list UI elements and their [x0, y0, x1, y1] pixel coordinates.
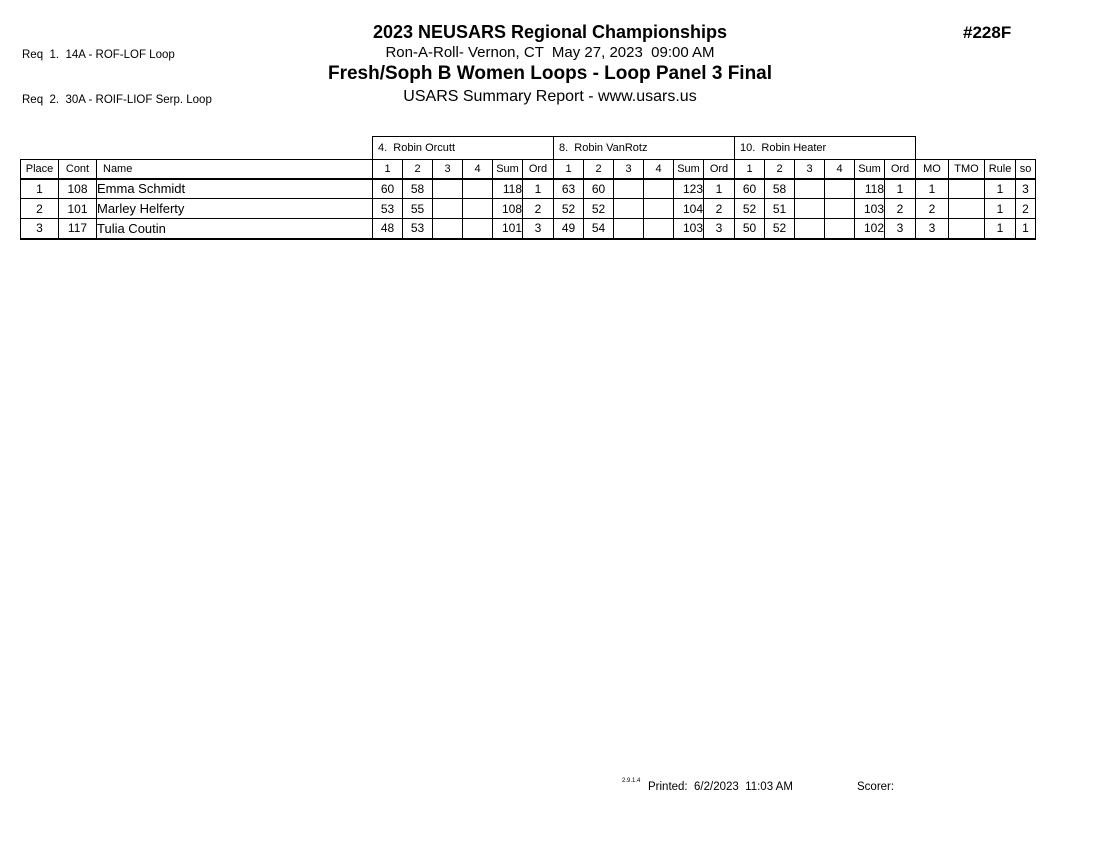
judge-row-spacer-left	[21, 137, 373, 160]
cell-j3-ord: 1	[885, 179, 916, 199]
requirement-line-1: Req 1. 14A - ROF-LOF Loop	[22, 49, 175, 61]
cell-j1-score3	[433, 219, 463, 239]
cell-j3-sum: 103	[855, 199, 885, 219]
cell-j1-ord: 1	[523, 179, 554, 199]
cell-tmo	[949, 199, 985, 219]
cell-place: 2	[21, 199, 59, 219]
cell-j2-score3	[614, 199, 644, 219]
cell-j3-score1: 52	[735, 199, 765, 219]
judge-header-row	[21, 137, 1036, 160]
cell-j1-sum: 108	[493, 199, 523, 219]
cell-j2-sum: 103	[674, 219, 704, 239]
col-header-tmo: TMO	[949, 160, 985, 179]
cell-j3-sum: 118	[855, 179, 885, 199]
table-row	[21, 179, 1036, 199]
cell-j3-score2: 51	[765, 199, 795, 219]
cell-cont: 108	[59, 179, 97, 199]
col-header-j2-score4: 4	[644, 160, 674, 179]
cell-j1-score1: 60	[373, 179, 403, 199]
cell-name: Tulia Coutin	[97, 219, 373, 239]
col-header-so: so	[1016, 160, 1036, 179]
col-header-mo: MO	[916, 160, 949, 179]
cell-j3-ord: 3	[885, 219, 916, 239]
col-header-j1-score4: 4	[463, 160, 493, 179]
cell-j2-score1: 49	[554, 219, 584, 239]
cell-so: 3	[1016, 179, 1036, 199]
cell-j1-score3	[433, 199, 463, 219]
col-header-j2-sum: Sum	[674, 160, 704, 179]
col-header-rule: Rule	[985, 160, 1016, 179]
cell-j3-sum: 102	[855, 219, 885, 239]
cell-j3-score3	[795, 199, 825, 219]
cell-j1-score2: 53	[403, 219, 433, 239]
cell-j2-score4	[644, 199, 674, 219]
col-header-j3-score3: 3	[795, 160, 825, 179]
cell-j2-score4	[644, 179, 674, 199]
cell-so: 2	[1016, 199, 1036, 219]
cell-j3-score3	[795, 179, 825, 199]
cell-name: Marley Helferty	[97, 199, 373, 219]
col-header-place: Place	[21, 160, 59, 179]
cell-tmo	[949, 179, 985, 199]
cell-j1-ord: 3	[523, 219, 554, 239]
cell-j1-sum: 101	[493, 219, 523, 239]
cell-mo: 3	[916, 219, 949, 239]
cell-name: Emma Schmidt	[97, 179, 373, 199]
cell-j2-score4	[644, 219, 674, 239]
cell-j1-score3	[433, 179, 463, 199]
event-number: #228F	[963, 23, 1012, 42]
table-row	[21, 199, 1036, 219]
judge-name-3: 10. Robin Heater	[735, 137, 916, 160]
col-header-j2-score2: 2	[584, 160, 614, 179]
cell-cont: 101	[59, 199, 97, 219]
cell-rule: 1	[985, 179, 1016, 199]
cell-j2-score2: 60	[584, 179, 614, 199]
cell-j2-score3	[614, 179, 644, 199]
col-header-j2-score1: 1	[554, 160, 584, 179]
scorer-label: Scorer:	[857, 781, 895, 793]
col-header-cont: Cont	[59, 160, 97, 179]
report-subtitle: USARS Summary Report - www.usars.us	[403, 88, 697, 105]
cell-place: 1	[21, 179, 59, 199]
cell-j3-score4	[825, 179, 855, 199]
title-block	[0, 22, 1100, 107]
venue-date-line: Ron-A-Roll- Vernon, CT May 27, 2023 09:00 AM	[385, 44, 715, 61]
col-header-j3-sum: Sum	[855, 160, 885, 179]
cell-so: 1	[1016, 219, 1036, 239]
col-header-j1-score1: 1	[373, 160, 403, 179]
cell-j1-score1: 48	[373, 219, 403, 239]
col-header-j1-score3: 3	[433, 160, 463, 179]
col-header-j1-ord: Ord	[523, 160, 554, 179]
col-header-j3-score1: 1	[735, 160, 765, 179]
cell-j1-score2: 58	[403, 179, 433, 199]
cell-j3-score2: 58	[765, 179, 795, 199]
cell-mo: 2	[916, 199, 949, 219]
col-header-j2-ord: Ord	[704, 160, 735, 179]
championship-title: 2023 NEUSARS Regional Championships	[372, 22, 728, 42]
cell-j1-score4	[463, 219, 493, 239]
cell-tmo	[949, 219, 985, 239]
table-row	[21, 219, 1036, 239]
col-header-j1-score2: 2	[403, 160, 433, 179]
cell-place: 3	[21, 219, 59, 239]
cell-j3-score3	[795, 219, 825, 239]
judge-name-2: 8. Robin VanRotz	[554, 137, 735, 160]
column-header-row	[21, 160, 1036, 179]
cell-j2-score3	[614, 219, 644, 239]
cell-j1-score1: 53	[373, 199, 403, 219]
cell-j2-sum: 123	[674, 179, 704, 199]
cell-j2-score2: 52	[584, 199, 614, 219]
cell-mo: 1	[916, 179, 949, 199]
cell-j2-score2: 54	[584, 219, 614, 239]
judge-row-spacer-right	[916, 137, 1036, 160]
cell-j3-score1: 50	[735, 219, 765, 239]
software-version: 2.9.1.4	[622, 778, 641, 784]
col-header-j2-score3: 3	[614, 160, 644, 179]
judge-name-1: 4. Robin Orcutt	[373, 137, 554, 160]
cell-j2-score1: 63	[554, 179, 584, 199]
cell-j3-score4	[825, 199, 855, 219]
requirement-line-2: Req 2. 30A - ROIF-LIOF Serp. Loop	[22, 94, 212, 106]
cell-j2-ord: 3	[704, 219, 735, 239]
cell-j1-score4	[463, 199, 493, 219]
col-header-j3-score2: 2	[765, 160, 795, 179]
cell-j1-ord: 2	[523, 199, 554, 219]
cell-rule: 1	[985, 219, 1016, 239]
col-header-j1-sum: Sum	[493, 160, 523, 179]
col-header-j3-score4: 4	[825, 160, 855, 179]
cell-j3-ord: 2	[885, 199, 916, 219]
cell-j3-score4	[825, 219, 855, 239]
printed-timestamp: Printed: 6/2/2023 11:03 AM	[648, 781, 793, 793]
results-table	[20, 136, 1036, 240]
cell-j2-sum: 104	[674, 199, 704, 219]
cell-cont: 117	[59, 219, 97, 239]
cell-j2-ord: 2	[704, 199, 735, 219]
cell-j1-score2: 55	[403, 199, 433, 219]
col-header-name: Name	[97, 160, 373, 179]
cell-j2-score1: 52	[554, 199, 584, 219]
cell-j1-score4	[463, 179, 493, 199]
cell-j3-score2: 52	[765, 219, 795, 239]
cell-j3-score1: 60	[735, 179, 765, 199]
cell-rule: 1	[985, 199, 1016, 219]
col-header-j3-ord: Ord	[885, 160, 916, 179]
cell-j1-sum: 118	[493, 179, 523, 199]
event-title: Fresh/Soph B Women Loops - Loop Panel 3 Final	[327, 63, 773, 84]
cell-j2-ord: 1	[704, 179, 735, 199]
